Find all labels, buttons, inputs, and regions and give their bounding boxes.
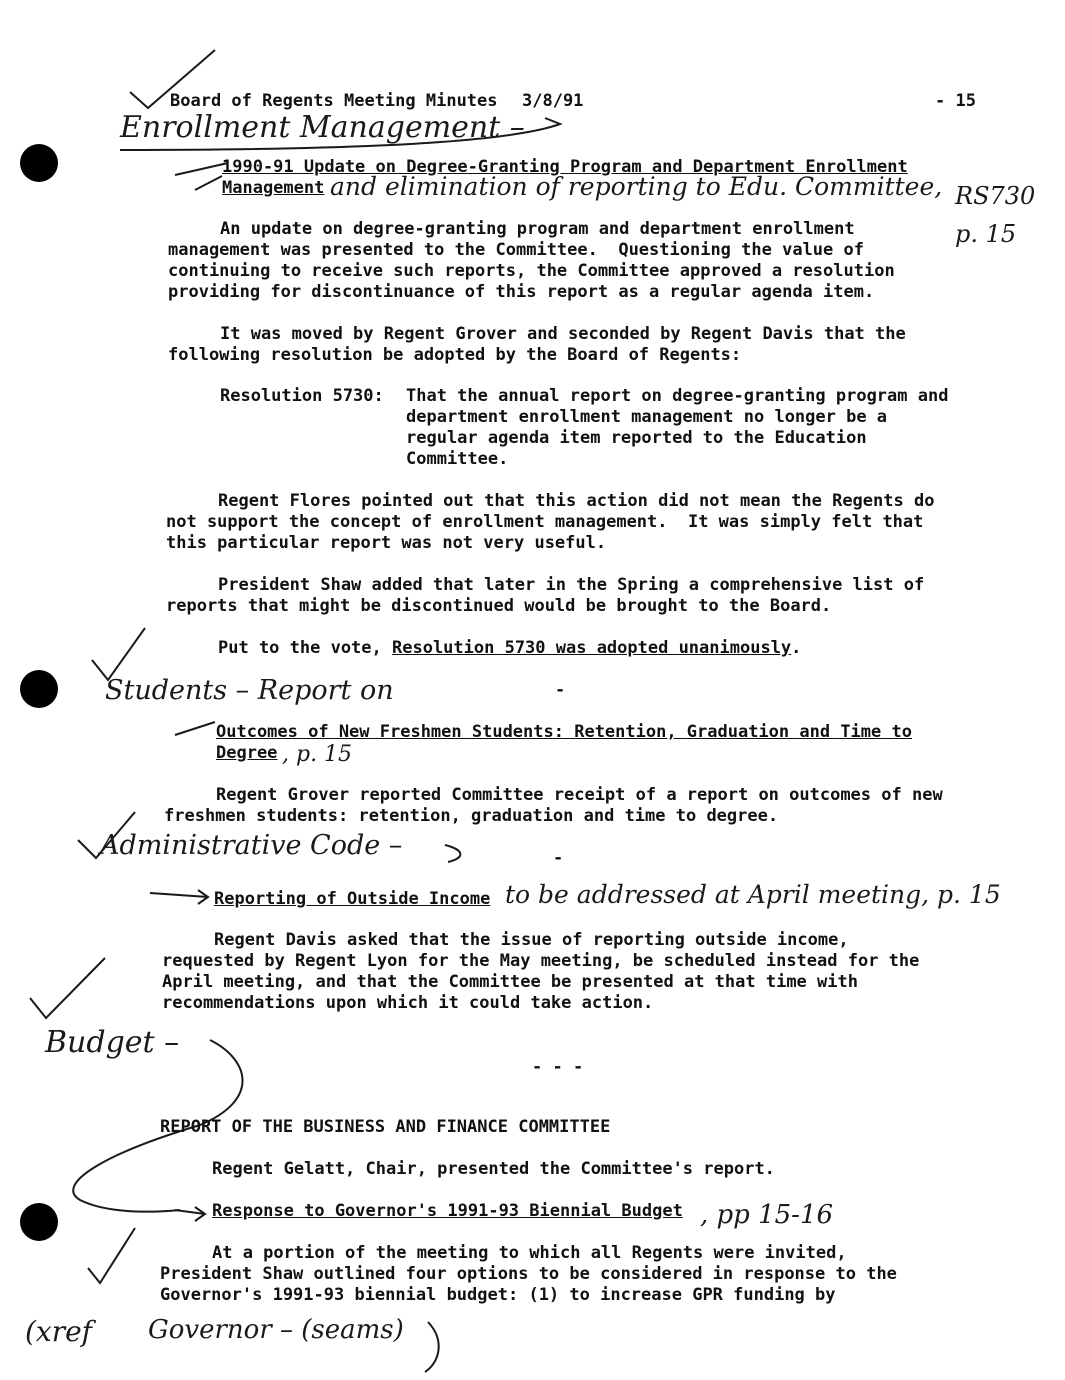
s1-para1-line3: continuing to receive such reports, the Committee approved a resolution <box>168 261 895 281</box>
arrow-2 <box>175 722 215 735</box>
section4-heading: REPORT OF THE BUSINESS AND FINANCE COMMITTEE <box>160 1117 611 1137</box>
s1-para1-line4: providing for discontinuance of this report as a regular agenda item. <box>168 282 875 302</box>
hw-pp: , pp 15-16 <box>700 1200 834 1230</box>
checkmark-4 <box>30 958 105 1018</box>
margin-dot-2 <box>20 670 58 708</box>
section2-heading-line1: Outcomes of New Freshmen Students: Retention, Graduation and Time to <box>216 722 912 742</box>
resolution-label: Resolution 5730: <box>220 386 384 406</box>
header-date: 3/8/91 <box>522 91 584 111</box>
s4-para-line2: President Shaw outlined four options to be considered in response to the <box>160 1264 897 1284</box>
hw-students: Students – Report on <box>105 675 394 706</box>
s1-para3-line3: this particular report was not very useful. <box>166 533 607 553</box>
vote-result: Resolution 5730 was adopted unanimously <box>392 638 792 658</box>
s1-para2-line1: It was moved by Regent Grover and seconded by Regent Davis that the <box>220 324 906 344</box>
s1-para3-line1: Regent Flores pointed out that this action did not mean the Regents do <box>218 491 935 511</box>
s1-para1-line2: management was presented to the Committee. Questioning the value of <box>168 240 864 260</box>
hw-governor: Governor – (seams) <box>148 1315 404 1345</box>
resolution-line3: regular agenda item reported to the Education <box>406 428 867 448</box>
resolution-line4: Committee. <box>406 449 509 469</box>
section1-heading-line1: 1990-91 Update on Degree-Granting Program and Department Enrollment <box>222 157 908 177</box>
resolution-line2: department enrollment management no longer be a <box>406 407 888 427</box>
s1-para1-line1: An update on degree-granting program and department enrollment <box>220 219 855 239</box>
s1-para2-line2: following resolution be adopted by the Board of Regents: <box>168 345 742 365</box>
arrow-1 <box>175 163 228 190</box>
arrow-3 <box>150 890 208 904</box>
s1-para3-line2: not support the concept of enrollment management. It was simply felt that <box>166 512 924 532</box>
margin-dot-1 <box>20 144 58 182</box>
s3-para-line3: April meeting, and that the Committee be presented at that time with <box>162 972 858 992</box>
admin-paren <box>445 845 460 862</box>
hw-xref: (xref <box>25 1315 93 1348</box>
s2-para-line2: freshmen students: retention, graduation and time to degree. <box>164 806 779 826</box>
hw-p15a: p. 15 <box>955 220 1017 248</box>
section3-heading: Reporting of Outside Income <box>214 889 491 909</box>
section1-heading-line2: Management <box>222 178 325 198</box>
hw-elimination: and elimination of reporting to Edu. Committee, <box>330 172 943 201</box>
vote-prefix: Put to the vote, <box>218 638 392 658</box>
dash-separator-3: - - - <box>532 1057 584 1077</box>
s4-para-line3: Governor's 1991-93 biennial budget: (1) to increase GPR funding by <box>160 1285 836 1305</box>
margin-dot-3 <box>20 1203 58 1241</box>
hw-p15b: , p. 15 <box>282 742 353 767</box>
dash-separator-2: - <box>553 848 564 868</box>
hw-april: to be addressed at April meeting, p. 15 <box>505 880 1001 909</box>
checkmark-5 <box>88 1228 135 1283</box>
header-title: Board of Regents Meeting Minutes <box>170 91 498 111</box>
s1-para4-line1: President Shaw added that later in the Spring a comprehensive list of <box>218 575 925 595</box>
resolution-line1: That the annual report on degree-granting program and <box>406 386 949 406</box>
gov-paren <box>425 1322 439 1372</box>
vote-end: . <box>791 638 802 658</box>
hw-admin: Administrative Code – <box>100 830 403 861</box>
s4-chair-line: Regent Gelatt, Chair, presented the Committee's report. <box>212 1159 775 1179</box>
section4-subheading: Response to Governor's 1991-93 Biennial Budget <box>212 1201 683 1221</box>
s3-para-line2: requested by Regent Lyon for the May meeting, be scheduled instead for the <box>162 951 920 971</box>
vote-line <box>218 638 801 659</box>
s4-para-line1: At a portion of the meeting to which all Regents were invited, <box>212 1243 847 1263</box>
hw-budget: Budget – <box>45 1025 180 1060</box>
s2-para-line1: Regent Grover reported Committee receipt of a report on outcomes of new <box>216 785 943 805</box>
header-page: - 15 <box>935 91 976 111</box>
checkmark-2 <box>92 628 145 680</box>
s3-para-line1: Regent Davis asked that the issue of reporting outside income, <box>214 930 849 950</box>
s3-para-line4: recommendations upon which it could take action. <box>162 993 654 1013</box>
hw-enrollment: Enrollment Management – <box>120 110 525 145</box>
s1-para4-line2: reports that might be discontinued would be brought to the Board. <box>166 596 832 616</box>
hw-rs5730: RS730 <box>955 182 1036 210</box>
dash-separator-1: - <box>555 680 566 700</box>
section2-heading-line2: Degree <box>216 743 278 763</box>
